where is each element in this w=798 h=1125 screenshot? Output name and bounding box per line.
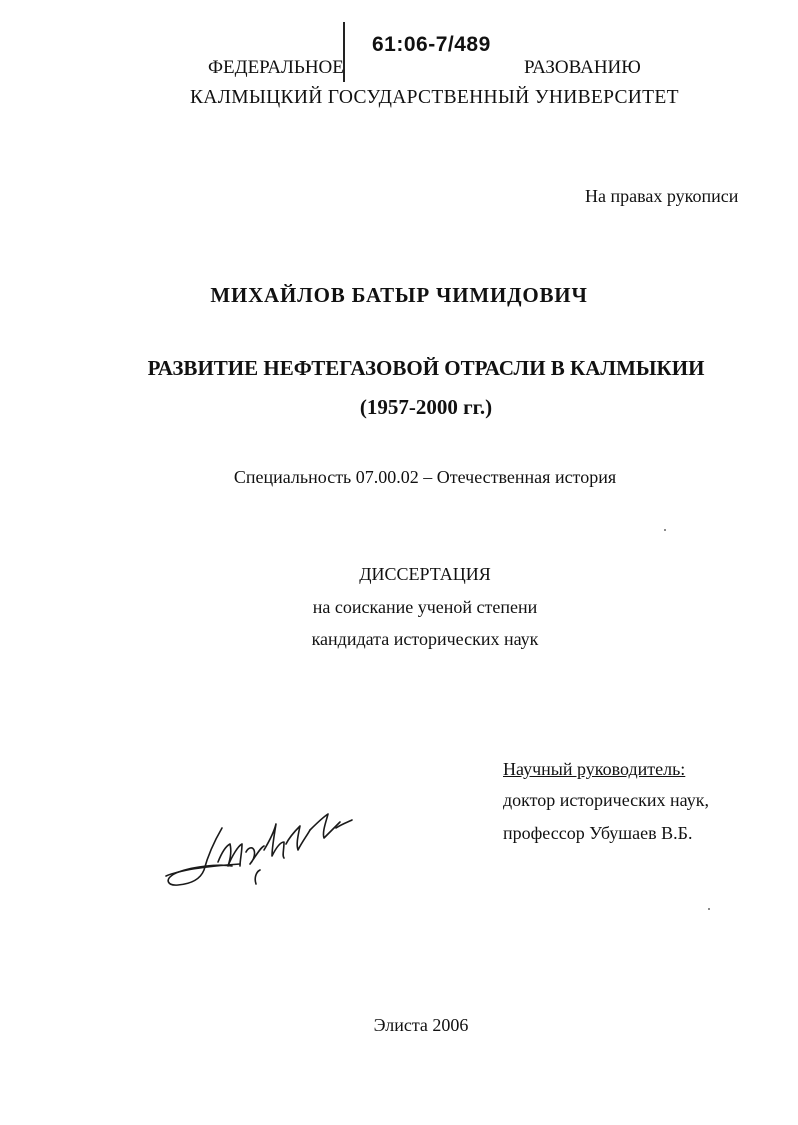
thesis-years: (1957-2000 гг.)	[359, 395, 493, 419]
author-name: МИХАЙЛОВ БАТЫР ЧИМИДОВИЧ	[210, 283, 588, 307]
stamp-smudge	[346, 58, 516, 80]
dissertation-degree: кандидата исторических наук	[311, 629, 539, 649]
thesis-title: РАЗВИТИЕ НЕФТЕГАЗОВОЙ ОТРАСЛИ В КАЛМЫКИИ	[147, 356, 705, 380]
ministry-header-left: ФЕДЕРАЛЬНОЕ	[208, 57, 344, 78]
supervisor-degree: доктор исторических наук,	[503, 790, 709, 810]
archive-stamp-code: 61:06-7/489	[372, 33, 491, 56]
dissertation-purpose: на соискание ученой степени	[312, 597, 538, 617]
scan-speck	[664, 529, 666, 531]
rights-note: На правах рукописи	[585, 186, 739, 206]
specialty: Специальность 07.00.02 – Отечественная история	[233, 467, 617, 487]
city-year: Элиста 2006	[373, 1015, 469, 1035]
supervisor-label: Научный руководитель:	[503, 759, 686, 779]
scan-speck	[708, 908, 710, 910]
svg-text:Михайлов: Михайлов	[160, 800, 165, 801]
dissertation-type: ДИССЕРТАЦИЯ	[359, 564, 491, 584]
author-signature	[160, 800, 360, 895]
ministry-header-right: РАЗОВАНИЮ	[524, 57, 641, 78]
university-name: КАЛМЫЦКИЙ ГОСУДАРСТВЕННЫЙ УНИВЕРСИТЕТ	[190, 87, 679, 108]
supervisor-name: профессор Убушаев В.Б.	[503, 823, 693, 843]
